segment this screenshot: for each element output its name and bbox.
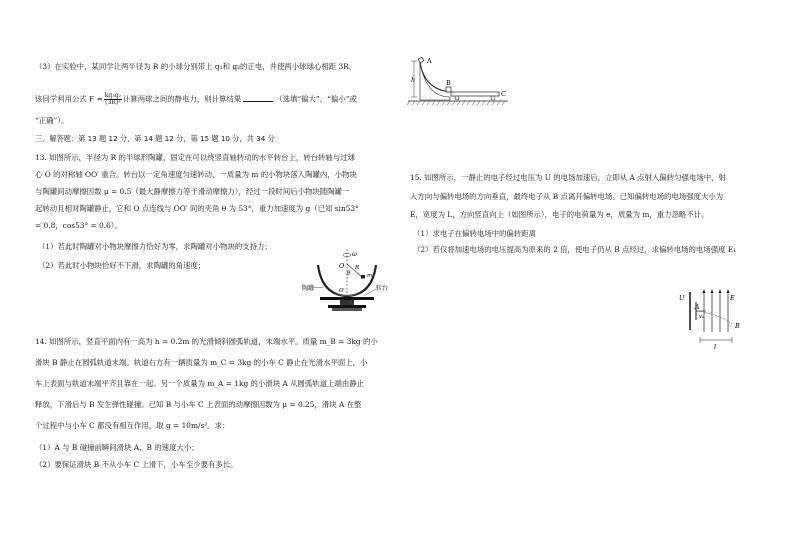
q14-line-5: 个过程中与小车 C 都没有相互作用，取 g = 10m/s²。求：	[35, 421, 230, 430]
q3-line-2-prefix: 该同学利用公式	[35, 94, 90, 104]
q14-line-2: 滑块 B 静止在圆弧轨道末端。轨道右方有一辆质量为 m_C = 3kg 的小车 C 静止在光滑水平面上，小	[35, 358, 368, 367]
turntable-base	[328, 305, 366, 308]
q13-sub-2: （2）若此时小物块恰好不下滑，求陶罐的角速度；	[38, 261, 206, 270]
formula-lhs: F =	[89, 94, 103, 104]
q14-line-1: 14. 如图所示，竖直平面内有一高为 h = 0.2m 的光滑倾斜圆弧轨道，末端水平。质量 m_B = 3kg 的小	[35, 337, 378, 346]
q13-sub-1: （1）若此时陶罐对小物块摩擦力恰好为零，求陶罐对小物块的支持力；	[38, 242, 272, 251]
block-b	[446, 87, 451, 92]
q15-line-3: E，宽度为 L，方向竖直向上（如图所示），电子的电荷量为 e，质量为 m，重力忽略不计。	[410, 210, 709, 219]
turntable-top	[320, 297, 374, 300]
q3-line-2-suffix: （选填“偏大”、“偏小”或	[275, 94, 357, 104]
q3-line-1: （3）在实验中，某同学让两半径为 R 的小球分别带上 q₁和 q₂的正电，并使两小球球心相距 3R，	[35, 62, 357, 71]
q15-field-figure	[676, 286, 756, 352]
q14-line-4: 释放，下滑后与 B 发生弹性碰撞。已知 B 与小车 C 上表面的动摩擦因数为 μ = 0.25，滑块 A 在整	[35, 400, 362, 409]
lower-axis-label: O′	[339, 288, 345, 294]
block-m	[361, 275, 365, 279]
velocity-label: v₀	[699, 314, 705, 320]
turntable-foot	[332, 308, 362, 311]
coulomb-fraction	[104, 93, 122, 106]
arc-track	[420, 62, 450, 92]
q13-line-5: = 0.8，cos53° = 0.6）。	[35, 221, 122, 230]
q13-line-4: 起转动且相对陶罐静止，它和 O 点连线与 OO′ 间的夹角 θ 为 53°，重力加速度为 g（已知 sin53°	[35, 204, 359, 213]
q15-sub-1: （1）求电子在偏转电场中的偏转距离	[413, 229, 536, 238]
voltage-label: U	[679, 294, 685, 302]
center-label: O	[339, 262, 345, 270]
table-label: 转台	[376, 285, 389, 292]
point-a-label: A	[695, 304, 700, 311]
cart-c	[451, 92, 499, 96]
cart-c-label: C	[501, 90, 506, 98]
fraction-denominator: (3R)²	[105, 99, 121, 106]
q15-line-2: 入方向与偏转电场的方向垂直，最终电子从 B 点离开偏转电场。已知偏转电场的电场强度大小为	[410, 192, 724, 201]
q3-line-2	[35, 93, 357, 106]
block-a	[418, 57, 423, 62]
block-b-label: B	[446, 79, 451, 87]
q13-line-2: 心 O 的对称轴 OO′ 重合。转台以一定角速度匀速转动，一质量为 m 的小物块落入陶罐内，小物块	[35, 170, 357, 179]
q14-sub-2: （2）要保证滑块 B 不从小车 C 上滑下，小车至少要有多长。	[35, 460, 238, 469]
field-label: E	[730, 294, 735, 302]
point-b-label: B	[735, 322, 740, 330]
q15-line-1: 15. 如图所示，一静止的电子经过电压为 U 的电场加速后，立即从 A 点射入偏转匀强电场中，射	[410, 173, 726, 182]
q14-track-figure	[404, 55, 524, 117]
turntable-shaft	[340, 300, 354, 305]
width-label: l	[714, 343, 717, 351]
q3-line-3: “正确”）。	[35, 116, 69, 125]
height-label: h	[411, 76, 416, 84]
q15-sub-2: （2）若仅将加速电场的电压提高为原来的 2 倍，使电子仍从 B 点经过，求偏转电场的电场强度 E₁	[413, 245, 737, 254]
theta-label: θ	[347, 271, 351, 277]
block-a-label: A	[427, 57, 432, 65]
answer-blank[interactable]	[243, 101, 273, 102]
q14-line-3: 车上表面与轨道末端平齐且靠在一起。另一个质量为 m_A = 1kg 的小滑块 A 从圆弧轨道上端由静止	[35, 379, 365, 388]
radius-label: R	[355, 265, 360, 271]
fraction-numerator: kq₁q₂	[104, 92, 121, 99]
q13-line-1: 13. 如图所示，半径为 R 的半球形陶罐，固定在可以绕竖直轴转动的水平转台上，转台转轴与过球	[35, 153, 355, 162]
section-heading: 三、解答题：第 13 题 12 分，第 14 题 12 分，第 15 题 10 分，共 34 分	[35, 134, 275, 143]
jar-label: 陶罐	[302, 285, 315, 292]
q14-sub-1: （1）A 与 B 碰撞前瞬间滑块 A、B 的速度大小；	[35, 443, 199, 452]
q3-line-2-mid: 计算两球之间的静电力，则计算结果	[122, 94, 242, 104]
mass-label: m	[367, 273, 373, 279]
q13-line-3: 与陶罐间动摩擦因数 μ = 0.5（最大静摩擦力等于滑动摩擦力），经过一段时间后小物块随陶罐一	[35, 187, 350, 196]
q13-jar-figure	[300, 247, 390, 322]
omega-label: ω	[352, 251, 357, 258]
